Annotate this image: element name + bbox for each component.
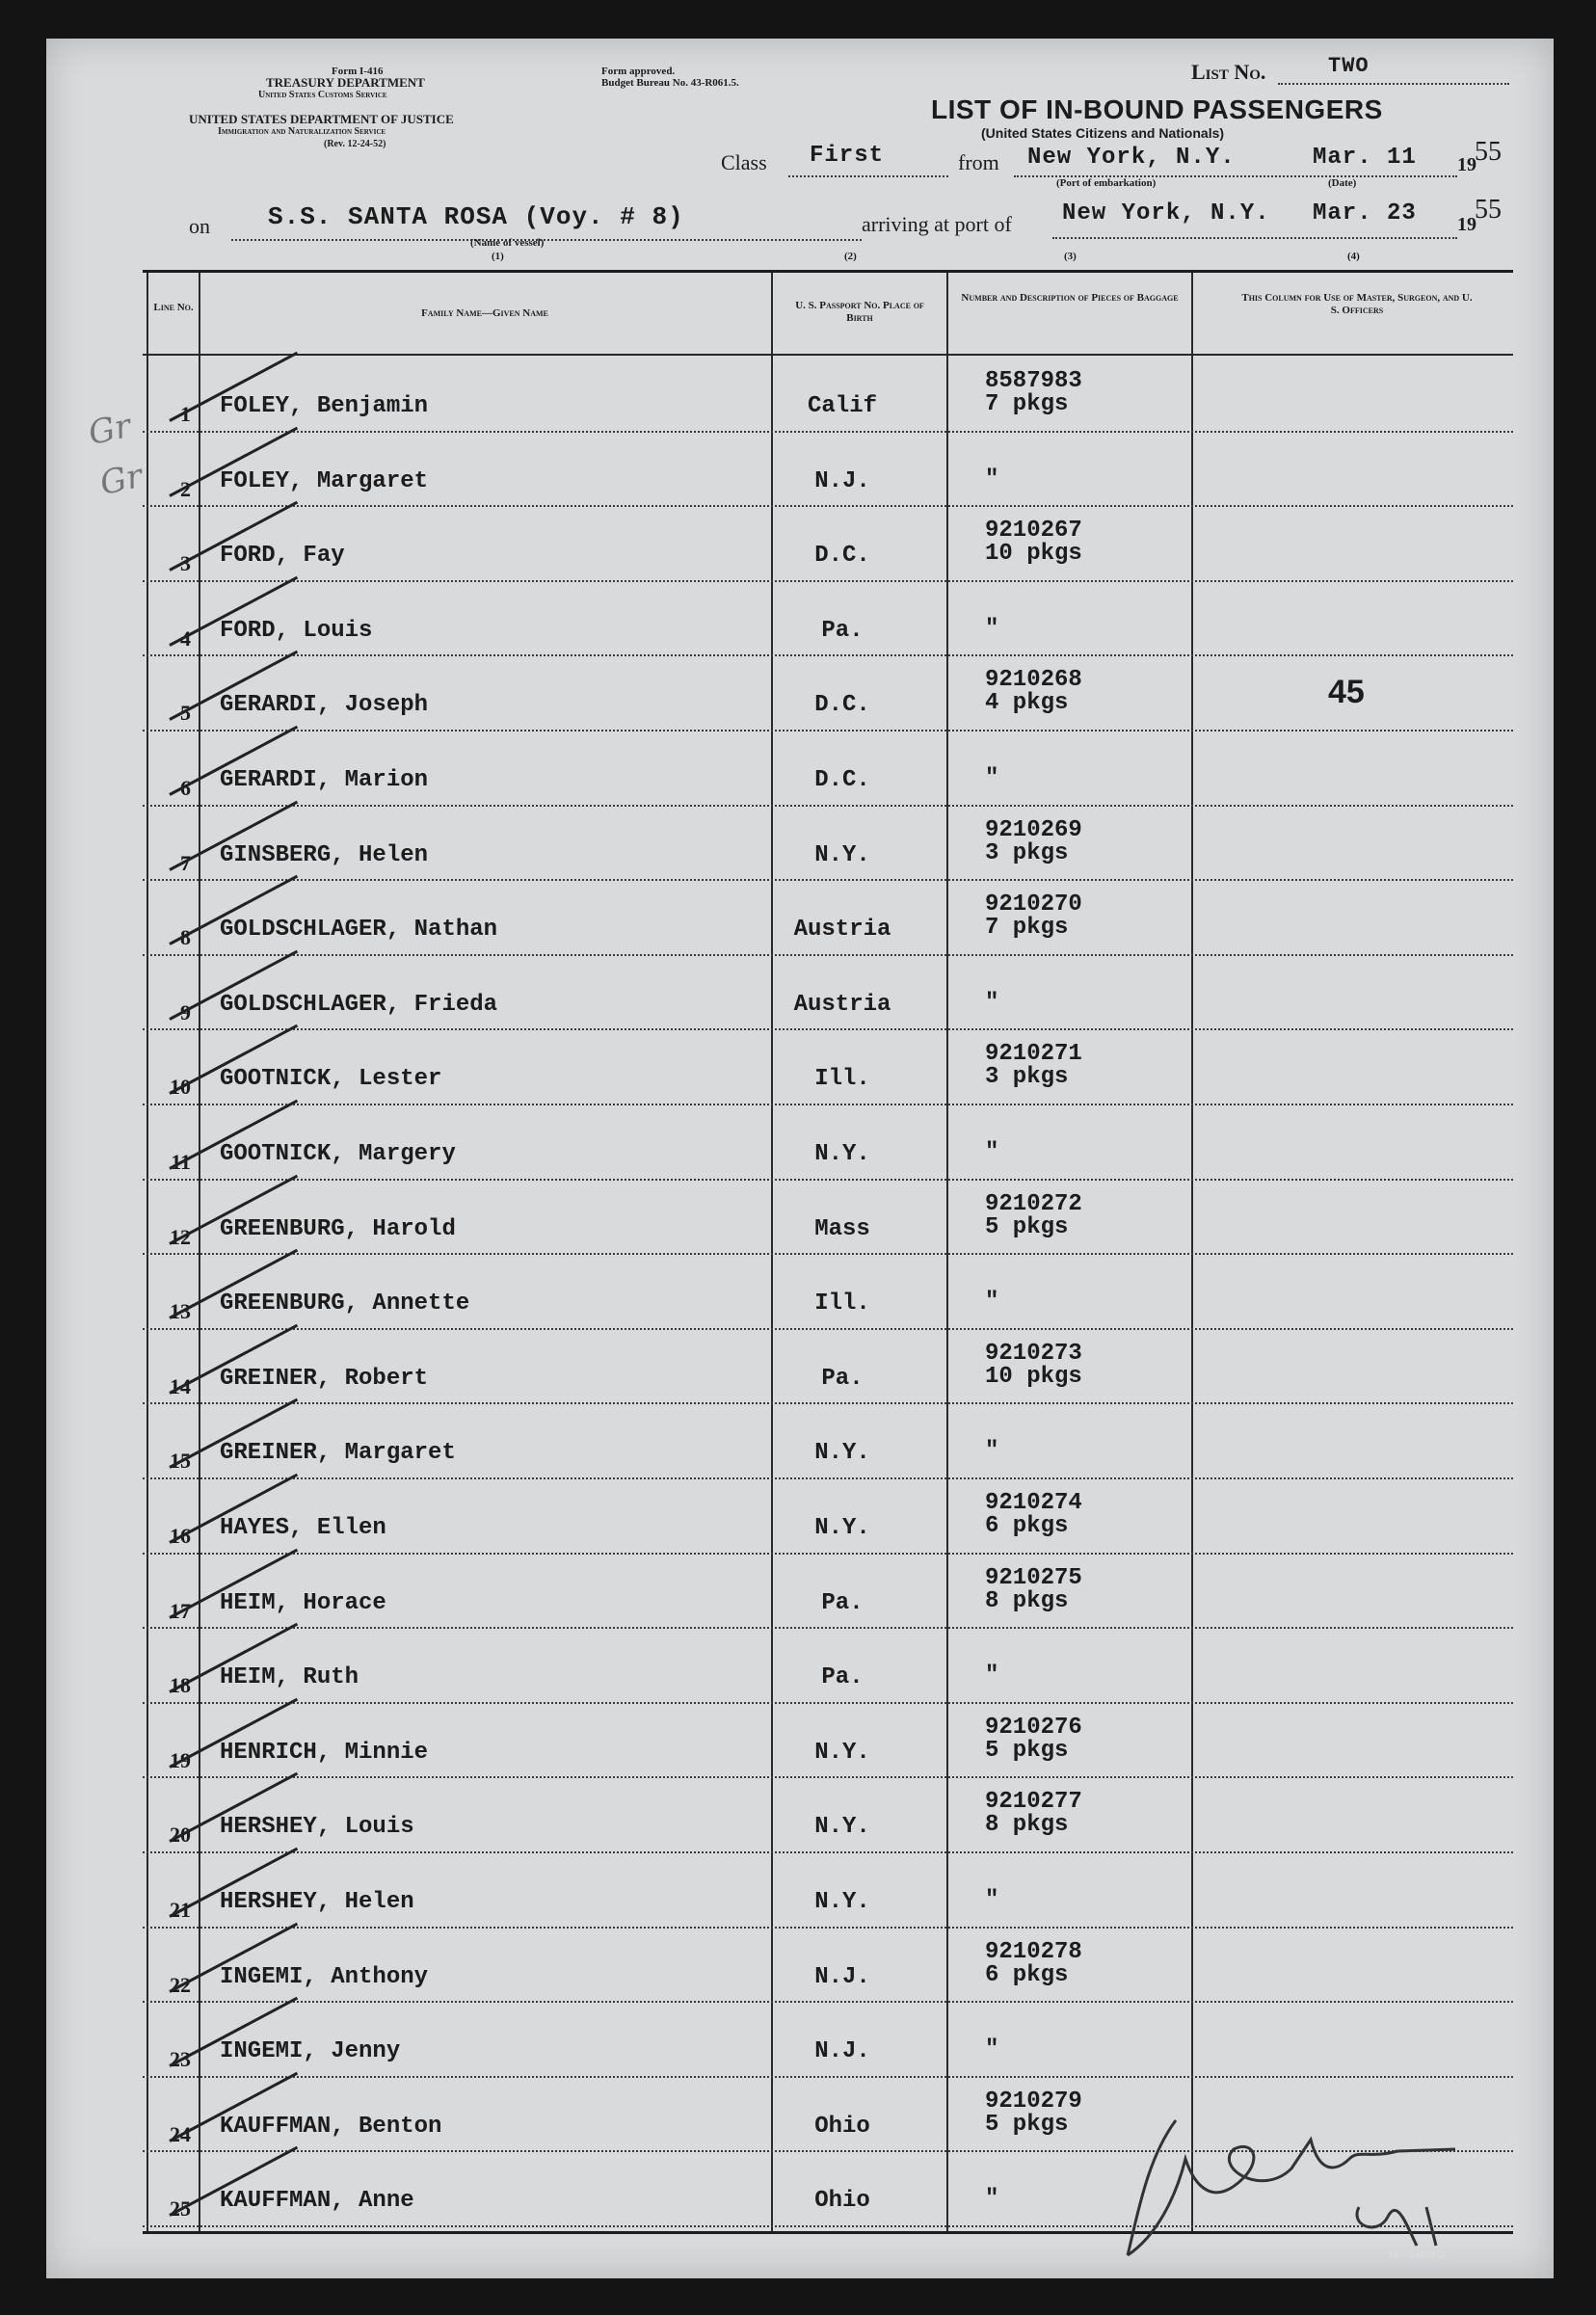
table-row — [143, 1104, 1513, 1181]
line-number: 3 — [180, 551, 191, 576]
line-number: 22 — [170, 1972, 191, 1997]
vessel-line — [231, 237, 862, 241]
immigration-service: Immigration and Naturalization Service — [218, 126, 386, 137]
margin-note-1: Gr — [85, 406, 135, 454]
passenger-table — [143, 270, 1513, 2234]
margin-note-2: Gr — [96, 456, 146, 504]
table-row — [143, 2001, 1513, 2078]
baggage-count: 4 pkgs — [985, 690, 1069, 717]
line-number: 25 — [170, 2196, 191, 2222]
passenger-name: GREINER, Robert — [220, 1365, 429, 1392]
table-row — [143, 730, 1513, 807]
table-row — [143, 431, 1513, 508]
passenger-name: GREENBURG, Harold — [220, 1215, 456, 1242]
table-row — [143, 1477, 1513, 1555]
line-number: 2 — [180, 476, 191, 501]
class-label: Class — [721, 150, 767, 174]
baggage-number: 9210270 — [985, 891, 1082, 918]
place-of-birth: N.J. — [814, 467, 870, 494]
place-of-birth: Ill. — [814, 1066, 870, 1093]
table-header — [143, 273, 1513, 356]
column-header-line: Line No. — [153, 302, 194, 313]
line-number: 23 — [170, 2047, 191, 2072]
passenger-name: KAUFFMAN, Anne — [220, 2188, 414, 2215]
baggage-number: 8587983 — [985, 368, 1082, 394]
place-of-birth: D.C. — [814, 543, 870, 570]
arrival-year: 55 — [1475, 195, 1502, 225]
place-of-birth: N.Y. — [814, 841, 870, 868]
line-number: 4 — [180, 625, 191, 651]
table-row — [143, 1028, 1513, 1105]
place-of-birth: Pa. — [821, 1589, 864, 1616]
baggage-count: 10 pkgs — [985, 1363, 1082, 1390]
place-of-birth: N.Y. — [814, 1440, 870, 1467]
place-of-birth: Ohio — [814, 2113, 870, 2140]
baggage-count: " — [985, 615, 999, 642]
table-row — [143, 1402, 1513, 1479]
class-value: First — [810, 143, 885, 169]
baggage-number: 9210276 — [985, 1714, 1082, 1741]
line-number: 1 — [180, 402, 191, 426]
passenger-name: GOOTNICK, Margery — [220, 1141, 456, 1167]
line-number: 13 — [170, 1299, 191, 1324]
place-of-birth: N.Y. — [814, 1814, 870, 1841]
caption-1: (1) — [492, 251, 504, 262]
passenger-name: GERARDI, Marion — [220, 767, 429, 793]
baggage-count: " — [985, 1289, 999, 1316]
baggage-count: " — [985, 1887, 999, 1913]
embarkation-port: New York, N.Y. — [1027, 145, 1236, 171]
place-of-birth: Ill. — [814, 1291, 870, 1317]
baggage-count: " — [985, 989, 999, 1016]
table-row — [143, 1776, 1513, 1853]
place-of-birth: D.C. — [814, 692, 870, 719]
table-row — [143, 1851, 1513, 1929]
column-header-passport: U. S. Passport No. Place of Birth — [795, 300, 924, 324]
caption-2: (2) — [844, 251, 857, 262]
baggage-count: " — [985, 1438, 999, 1465]
line-number: 17 — [170, 1598, 191, 1623]
baggage-number: 9210278 — [985, 1938, 1082, 1965]
treasury-department: TREASURY DEPARTMENT — [266, 75, 425, 90]
baggage-count: " — [985, 1663, 999, 1690]
table-row — [143, 1553, 1513, 1630]
form-number: Form I-416 — [332, 66, 384, 77]
vessel-name: S.S. SANTA ROSA (Voy. # 8) — [268, 202, 684, 231]
passenger-name: GOLDSCHLAGER, Nathan — [220, 917, 498, 944]
baggage-number: 9210277 — [985, 1789, 1082, 1816]
footer-code: 16—54652-2 — [1388, 2249, 1445, 2261]
baggage-count: " — [985, 765, 999, 791]
baggage-number: 9210267 — [985, 518, 1082, 545]
line-number: 10 — [170, 1075, 191, 1100]
place-of-birth: N.Y. — [814, 1141, 870, 1167]
table-row — [143, 580, 1513, 657]
list-number-label: List No. — [1191, 60, 1266, 84]
line-number: 20 — [170, 1823, 191, 1848]
caption-4: (4) — [1347, 251, 1360, 262]
embarkation-year: 55 — [1475, 137, 1502, 167]
place-of-birth: Pa. — [821, 1664, 864, 1691]
place-of-birth: Pa. — [821, 617, 864, 644]
line-number: 16 — [170, 1524, 191, 1548]
baggage-count: 5 pkgs — [985, 2111, 1069, 2138]
on-label: on — [189, 214, 210, 238]
baggage-count: " — [985, 2036, 999, 2063]
baggage-number: 9210269 — [985, 816, 1082, 843]
passenger-name: GINSBERG, Helen — [220, 841, 429, 868]
revision-date: (Rev. 12-24-52) — [324, 139, 386, 149]
date-caption: (Date) — [1328, 177, 1357, 189]
vessel-caption: (Name of vessel) — [470, 237, 545, 249]
budget-bureau: Budget Bureau No. 43-R061.5. — [601, 77, 739, 89]
line-number: 21 — [170, 1898, 191, 1922]
baggage-number: 9210271 — [985, 1041, 1082, 1068]
line-number: 5 — [180, 701, 191, 726]
arrival-port: New York, N.Y. — [1062, 200, 1270, 226]
baggage-number: 9210268 — [985, 667, 1082, 694]
baggage-count: 3 pkgs — [985, 839, 1069, 866]
passenger-name: INGEMI, Jenny — [220, 2038, 401, 2065]
list-title: LIST OF IN-BOUND PASSENGERS — [931, 94, 1383, 124]
place-of-birth: D.C. — [814, 767, 870, 793]
table-row — [143, 1253, 1513, 1330]
table-row — [143, 1627, 1513, 1704]
embarkation-year-prefix: 19 — [1457, 154, 1476, 175]
place-of-birth: Austria — [793, 991, 891, 1018]
arrival-year-prefix: 19 — [1457, 214, 1476, 235]
passenger-name: INGEMI, Anthony — [220, 1963, 429, 1990]
baggage-count: 7 pkgs — [985, 915, 1069, 942]
column-header-baggage: Number and Description of Pieces of Baggage — [961, 292, 1179, 304]
baggage-count: 8 pkgs — [985, 1587, 1069, 1614]
embarkation-date: Mar. 11 — [1313, 145, 1417, 171]
place-of-birth: Pa. — [821, 1365, 864, 1392]
list-number-line — [1278, 81, 1509, 85]
passenger-name: GERARDI, Joseph — [220, 692, 429, 719]
baggage-count: 6 pkgs — [985, 1513, 1069, 1539]
table-row — [143, 954, 1513, 1031]
passenger-name: HEIM, Ruth — [220, 1664, 359, 1691]
table-row — [143, 356, 1513, 433]
baggage-count: 5 pkgs — [985, 1213, 1069, 1240]
passenger-name: HERSHEY, Helen — [220, 1889, 414, 1915]
passenger-name: GOLDSCHLAGER, Frieda — [220, 991, 498, 1018]
baggage-count: " — [985, 1139, 999, 1165]
table-row — [143, 879, 1513, 956]
list-number-value: TWO — [1328, 54, 1370, 78]
passenger-name: FORD, Louis — [220, 617, 373, 644]
passenger-name: GREINER, Margaret — [220, 1440, 456, 1467]
line-number: 11 — [171, 1150, 191, 1174]
table-row — [143, 1328, 1513, 1405]
line-number: 15 — [170, 1449, 191, 1474]
line-number: 19 — [170, 1747, 191, 1772]
place-of-birth: Calif — [807, 393, 877, 419]
passenger-name: GOOTNICK, Lester — [220, 1066, 442, 1093]
form-approved: Form approved. — [601, 66, 676, 77]
passenger-name: FORD, Fay — [220, 543, 345, 570]
arrival-line — [1052, 235, 1457, 239]
arriving-label: arriving at port of — [862, 212, 1012, 236]
line-number: 14 — [170, 1373, 191, 1398]
place-of-birth: Mass — [814, 1215, 870, 1242]
place-of-birth: N.Y. — [814, 1739, 870, 1766]
place-of-birth: Austria — [793, 917, 891, 944]
class-line — [788, 173, 948, 177]
table-row — [143, 805, 1513, 882]
officer-mark: 45 — [1328, 674, 1365, 710]
passenger-name: FOLEY, Margaret — [220, 467, 429, 494]
baggage-number: 9210273 — [985, 1340, 1082, 1367]
table-row — [143, 1702, 1513, 1779]
passenger-name: HERSHEY, Louis — [220, 1814, 414, 1841]
baggage-count: 8 pkgs — [985, 1812, 1069, 1839]
baggage-count: " — [985, 2186, 999, 2213]
table-row — [143, 505, 1513, 582]
officer-signature — [1118, 2101, 1484, 2265]
line-number: 12 — [170, 1224, 191, 1249]
arrival-date: Mar. 23 — [1313, 200, 1417, 226]
line-number: 8 — [180, 925, 191, 950]
line-number: 6 — [180, 776, 191, 800]
passenger-name: HEIM, Horace — [220, 1589, 386, 1616]
baggage-count: 10 pkgs — [985, 541, 1082, 568]
place-of-birth: N.Y. — [814, 1889, 870, 1915]
list-subtitle: (United States Citizens and Nationals) — [981, 125, 1225, 141]
column-header-name: Family Name—Given Name — [421, 307, 548, 319]
place-of-birth: N.Y. — [814, 1515, 870, 1541]
place-of-birth: N.J. — [814, 1963, 870, 1990]
baggage-number: 9210279 — [985, 2088, 1082, 2115]
line-number: 7 — [180, 850, 191, 875]
baggage-number: 9210275 — [985, 1564, 1082, 1591]
passenger-name: GREENBURG, Annette — [220, 1291, 470, 1317]
line-number: 18 — [170, 1673, 191, 1698]
passenger-name: HENRICH, Minnie — [220, 1739, 429, 1766]
line-number: 24 — [170, 2121, 191, 2146]
from-label: from — [958, 150, 999, 174]
customs-service: United States Customs Service — [258, 90, 387, 100]
baggage-count: " — [985, 466, 999, 492]
port-caption: (Port of embarkation) — [1056, 177, 1157, 189]
baggage-count: 3 pkgs — [985, 1064, 1069, 1091]
table-row — [143, 1927, 1513, 2004]
line-number: 9 — [180, 999, 191, 1024]
column-header-officers: This Column for Use of Master, Surgeon, and U. S. Officers — [1241, 292, 1473, 316]
caption-3: (3) — [1064, 251, 1077, 262]
table-row — [143, 1179, 1513, 1256]
baggage-number: 9210274 — [985, 1490, 1082, 1516]
department-of-justice: UNITED STATES DEPARTMENT OF JUSTICE — [189, 112, 454, 126]
baggage-number: 9210272 — [985, 1190, 1082, 1217]
baggage-count: 5 pkgs — [985, 1737, 1069, 1764]
place-of-birth: Ohio — [814, 2188, 870, 2215]
place-of-birth: N.J. — [814, 2038, 870, 2065]
passenger-name: FOLEY, Benjamin — [220, 393, 429, 419]
table-row — [143, 654, 1513, 732]
passenger-name: KAUFFMAN, Benton — [220, 2113, 442, 2140]
passenger-name: HAYES, Ellen — [220, 1515, 386, 1541]
baggage-count: 7 pkgs — [985, 391, 1069, 417]
baggage-count: 6 pkgs — [985, 1961, 1069, 1988]
